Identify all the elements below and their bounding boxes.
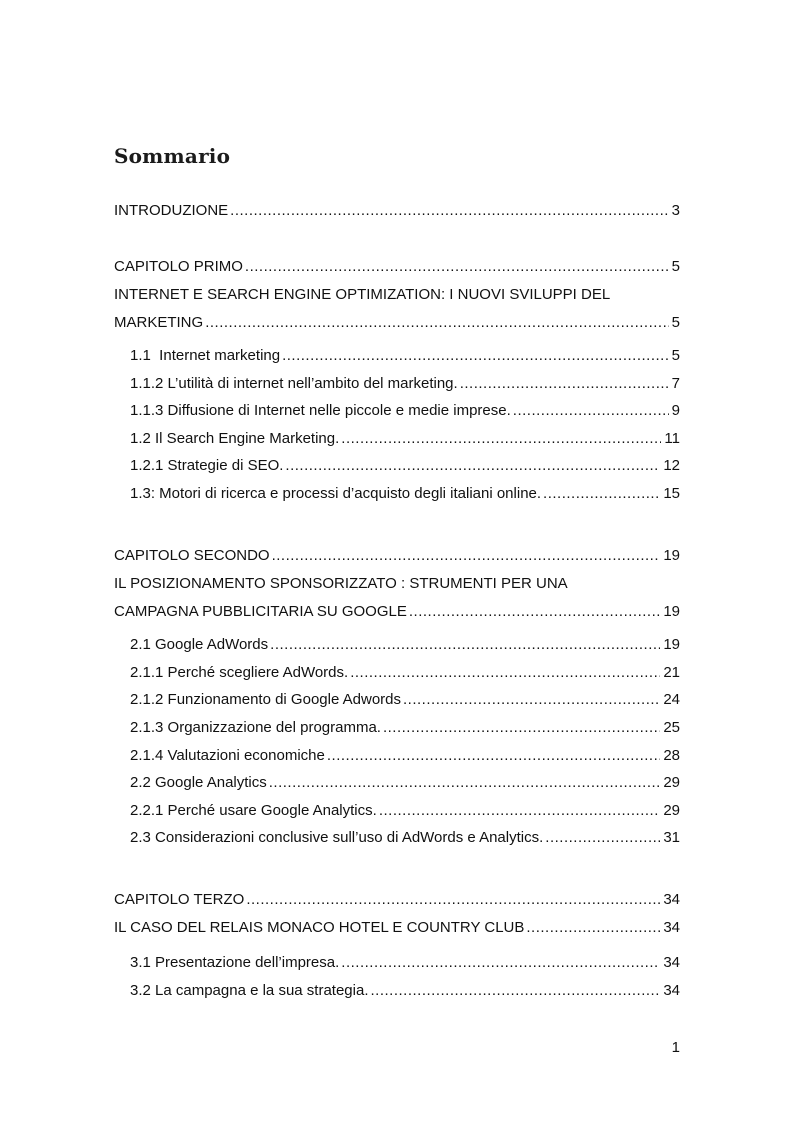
dot-leader — [341, 953, 660, 973]
toc-entry-page: 3 — [671, 202, 680, 219]
dot-leader — [282, 346, 669, 366]
dot-leader — [526, 918, 660, 938]
toc-entry-page: 34 — [663, 982, 680, 999]
toc-entry-page: 31 — [663, 829, 680, 846]
toc-entry-page: 7 — [671, 375, 680, 392]
toc-entry-text: 2.2.1 Perché usare Google Analytics. — [130, 802, 377, 819]
toc-entry-chapter2-title-line2 — [114, 602, 680, 622]
toc-entry-page: 19 — [663, 636, 680, 653]
dot-leader — [270, 635, 660, 655]
toc-entry-2-3 — [130, 828, 680, 848]
toc-entry-capitolo-secondo — [114, 546, 680, 566]
toc-entry-text: 2.3 Considerazioni conclusive sull’uso di AdWords e Analytics. — [130, 829, 544, 846]
toc-entry-page: 9 — [671, 402, 680, 419]
dot-leader — [545, 828, 660, 848]
dot-leader — [269, 773, 661, 793]
dot-leader — [272, 546, 661, 566]
toc-entry-text: 2.1.3 Organizzazione del programma. — [130, 719, 381, 736]
dot-leader — [409, 602, 660, 622]
toc-entry-1-3 — [130, 484, 680, 504]
toc-entry-3-1 — [130, 953, 680, 973]
dot-leader — [403, 690, 660, 710]
toc-entry-2-1-2 — [130, 690, 680, 710]
dot-leader — [543, 484, 660, 504]
toc-entry-page: 5 — [671, 314, 680, 331]
dot-leader — [383, 718, 660, 738]
toc-entry-text: 2.1 Google AdWords — [130, 636, 269, 653]
toc-entry-page: 34 — [663, 891, 680, 908]
toc-entry-2-1-4 — [130, 746, 680, 766]
dot-leader — [205, 313, 668, 333]
dot-leader — [230, 201, 668, 221]
toc-entry-page: 34 — [663, 954, 680, 971]
toc-entry-2-1 — [130, 635, 680, 655]
toc-entry-1-1-3 — [130, 401, 680, 421]
toc-entry-2-1-1 — [130, 663, 680, 683]
toc-entry-introduzione — [114, 201, 680, 221]
toc-entry-text: MARKETING — [114, 314, 204, 331]
toc-entry-text: 1.1.3 Diffusione di Internet nelle piccole e medie imprese. — [130, 402, 511, 419]
toc-entry-text: 1.1.2 L’utilità di internet nell’ambito del marketing. — [130, 375, 458, 392]
toc-entry-text: 1.2.1 Strategie di SEO. — [130, 457, 284, 474]
toc-entry-text: CAPITOLO SECONDO — [114, 547, 270, 564]
toc-entry-3-2 — [130, 981, 680, 1001]
dot-leader — [513, 401, 669, 421]
toc-entry-text: 3.2 La campagna e la sua strategia. — [130, 982, 369, 999]
toc-entry-1-2 — [130, 429, 680, 449]
toc-entry-page: 28 — [663, 747, 680, 764]
dot-leader — [379, 801, 661, 821]
toc-entry-text: IL CASO DEL RELAIS MONACO HOTEL E COUNTRY CLUB — [114, 919, 525, 936]
toc-entry-page: 25 — [663, 719, 680, 736]
toc-entry-text: 1.2 Il Search Engine Marketing. — [130, 430, 340, 447]
dot-leader — [371, 981, 661, 1001]
dot-leader — [341, 429, 661, 449]
toc-entry-page: 19 — [663, 547, 680, 564]
toc-entry-page: 29 — [663, 774, 680, 791]
toc-entry-page: 24 — [663, 691, 680, 708]
toc-entry-1-1 — [130, 346, 680, 366]
toc-entry-text: CAMPAGNA PUBBLICITARIA SU GOOGLE — [114, 603, 407, 620]
toc-entry-chapter1-title-line2 — [114, 313, 680, 333]
dot-leader — [327, 746, 660, 766]
toc-entry-text: INTRODUZIONE — [114, 202, 229, 219]
toc-entry-text: CAPITOLO TERZO — [114, 891, 245, 908]
page-number: 1 — [671, 1039, 680, 1056]
toc-entry-text: 1.1 Internet marketing — [130, 347, 281, 364]
toc-entry-page: 12 — [663, 457, 680, 474]
toc-entry-1-1-2 — [130, 374, 680, 394]
toc-entry-chapter2-title-line1: IL POSIZIONAMENTO SPONSORIZZATO : STRUMENTI PER UNA — [114, 575, 568, 592]
toc-entry-2-1-3 — [130, 718, 680, 738]
dot-leader — [246, 890, 660, 910]
toc-entry-2-2-1 — [130, 801, 680, 821]
toc-entry-chapter3-title — [114, 918, 680, 938]
toc-entry-text: 2.1.4 Valutazioni economiche — [130, 747, 325, 764]
toc-entry-1-2-1 — [130, 456, 680, 476]
toc-entry-text: 2.1.2 Funzionamento di Google Adwords — [130, 691, 402, 708]
dot-leader — [285, 456, 660, 476]
dot-leader — [460, 374, 669, 394]
toc-entry-text: 2.1.1 Perché scegliere AdWords. — [130, 664, 349, 681]
toc-entry-text: CAPITOLO PRIMO — [114, 258, 243, 275]
toc-entry-text: 2.2 Google Analytics — [130, 774, 267, 791]
toc-entry-page: 34 — [663, 919, 680, 936]
toc-entry-page: 5 — [671, 347, 680, 364]
toc-entry-page: 29 — [663, 802, 680, 819]
dot-leader — [245, 257, 669, 277]
toc-entry-page: 11 — [664, 430, 680, 447]
toc-entry-capitolo-primo — [114, 257, 680, 277]
toc-entry-page: 21 — [663, 664, 680, 681]
toc-entry-page: 19 — [663, 603, 680, 620]
toc-entry-capitolo-terzo — [114, 890, 680, 910]
page-title: Sommario — [114, 144, 231, 168]
toc-entry-2-2 — [130, 773, 680, 793]
dot-leader — [350, 663, 660, 683]
toc-entry-chapter1-title-line1: INTERNET E SEARCH ENGINE OPTIMIZATION: I NUOVI SVILUPPI DEL — [114, 286, 611, 303]
toc-entry-text: 3.1 Presentazione dell’impresa. — [130, 954, 340, 971]
toc-entry-page: 15 — [663, 485, 680, 502]
toc-entry-page: 5 — [671, 258, 680, 275]
toc-entry-text: 1.3: Motori di ricerca e processi d’acquisto degli italiani online. — [130, 485, 542, 502]
